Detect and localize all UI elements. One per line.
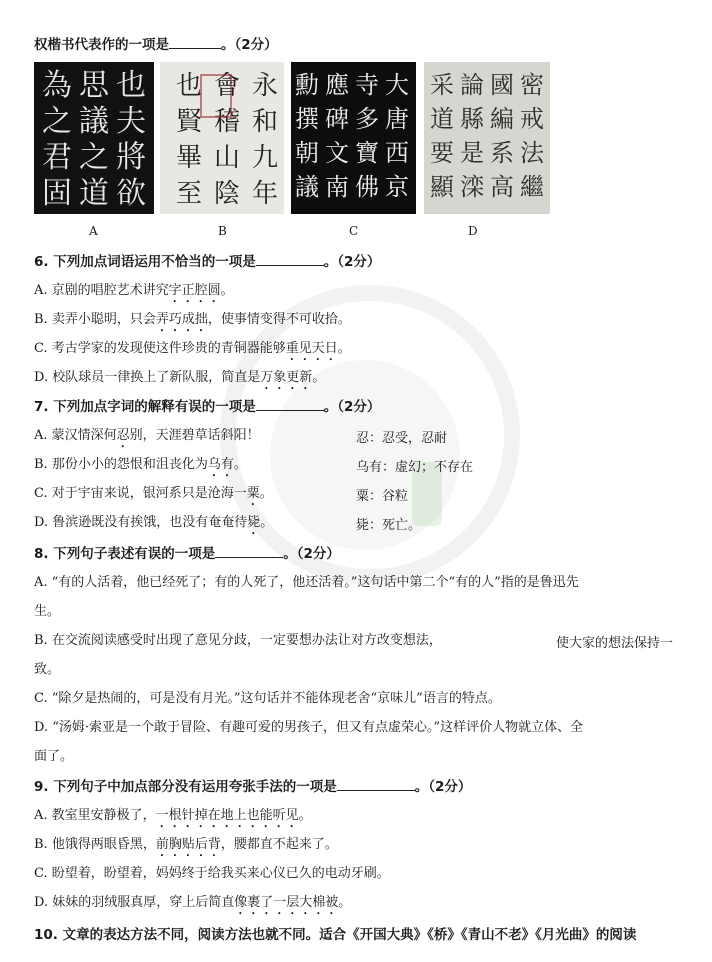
q5-stem: [34, 36, 278, 54]
q9-c-end: 。: [376, 866, 390, 881]
image-d-column-3: 論 縣 是 滦: [460, 71, 484, 201]
q6-answer-blank[interactable]: [256, 253, 324, 266]
image-d-column-2: 國 編 系 高: [490, 71, 514, 201]
q6-c-text: C. 考古学家的发现使这件珍贵的青铜器能够: [34, 341, 286, 356]
q6-c-end: 。: [337, 341, 351, 356]
q9-stem-tail: 。（2分）: [414, 779, 472, 795]
q6-option-c: [34, 340, 351, 364]
q7-b-dotted: 乌有: [207, 457, 234, 472]
q6-a-text: A. 京剧的唱腔艺术讲究: [34, 283, 169, 298]
q9-stem: [34, 778, 471, 796]
image-b-column-3: 也 賢 畢 至: [175, 71, 202, 209]
q8-answer-blank[interactable]: [215, 545, 283, 558]
q8-option-b-line2: 致。: [34, 662, 61, 677]
q9-option-c: [34, 865, 390, 889]
q5-stem-tail: 。（2分）: [221, 37, 278, 53]
q7-a-text: A. 蒙汉情深何: [34, 428, 117, 443]
q9-a-dotted: 一根针掉在地上也能听见: [155, 808, 299, 823]
q6-stem: [34, 253, 380, 271]
q9-a-end: 。: [298, 808, 312, 823]
q6-option-b: [34, 311, 351, 335]
q8-stem-tail: 。（2分）: [283, 546, 340, 562]
q8-option-b-line1-right: 使大家的想法保持一: [556, 636, 674, 651]
q9-c-text: C. 盼望着，盼望着，妈妈终于给我买来心仪已久的电动牙刷: [34, 866, 377, 881]
q6-b-dotted: 弄巧成拙: [155, 312, 208, 327]
q7-answer-blank[interactable]: [256, 398, 324, 411]
q7-b-text: B. 那份小小的怨恨和沮丧化为: [34, 457, 208, 472]
calligraphy-image-b: [160, 62, 284, 214]
q7-a-note: 忍：忍受，忍耐: [356, 431, 448, 446]
calligraphy-image-d: [424, 62, 550, 214]
image-d-column-1: 密 戒 法 繼: [520, 71, 544, 201]
q6-d-end: 。: [312, 370, 326, 385]
q7-c-dotted: 粟: [246, 486, 260, 501]
q9-a-text: A. 教室里安静极了，: [34, 808, 156, 823]
q7-stem: [34, 398, 380, 416]
caption-b: B: [218, 224, 227, 238]
image-b-column-2: 會 稽 山 陰: [213, 71, 240, 209]
q5-stem-text: 权楷书代表作的一项是: [34, 37, 169, 53]
q7-d-note: 毙：死亡。: [356, 518, 422, 533]
q7-option-d: [34, 514, 273, 538]
q8-option-a-line2: 生。: [34, 604, 61, 619]
calligraphy-image-a: [34, 62, 154, 214]
image-a-column-1: 也 夫 將 欲: [116, 68, 146, 211]
q6-a-dotted: 字正腔圆: [168, 283, 221, 298]
q6-d-dotted: 万象更新: [260, 370, 313, 385]
q9-option-a: [34, 807, 312, 831]
q9-d-text: D. 妹妹的羽绒服真厚，穿上后简直: [34, 895, 235, 910]
image-d-column-4: 采 道 要 顯: [430, 71, 454, 201]
q7-d-dotted: 毙: [247, 515, 261, 530]
q7-option-a: [34, 427, 260, 451]
q7-stem-tail: 。（2分）: [323, 399, 381, 415]
q10-stem: 10. 文章的表达方法不同，阅读方法也就不同。适合《开国大典》《桥》《青山不老》《月光曲》的阅读: [34, 927, 637, 943]
q7-b-note: 乌有：虚幻；不存在: [356, 460, 474, 475]
q9-answer-blank[interactable]: [337, 778, 415, 791]
q6-option-d: [34, 369, 325, 393]
q6-b-end: ，使事情变得不可收拾。: [207, 312, 351, 327]
q9-b-dotted: 前胸贴后背: [155, 837, 221, 852]
q9-b-text: B. 他饿得两眼昏黑，: [34, 837, 156, 852]
q7-option-b: [34, 456, 247, 480]
q9-d-end: 。: [338, 895, 352, 910]
q7-c-text: C. 对于宇宙来说，银河系只是沧海一: [34, 486, 247, 501]
q6-stem-tail: 。（2分）: [323, 254, 381, 270]
q6-c-dotted: 重见天日: [285, 341, 338, 356]
image-c-column-3: 應 碑 文 南: [325, 71, 349, 201]
q6-d-text: D. 校队球员一律换上了新队服，简直是: [34, 370, 261, 385]
calligraphy-image-c: [291, 62, 416, 214]
caption-d: D: [468, 224, 478, 238]
q7-stem-text: 7. 下列加点字词的解释有误的一项是: [34, 399, 256, 415]
caption-a: A: [89, 224, 98, 238]
image-c-column-2: 寺 多 寶 佛: [355, 71, 379, 201]
caption-c: C: [349, 224, 359, 238]
q9-stem-text: 9. 下列句子中加点部分没有运用夸张手法的一项是: [34, 779, 337, 795]
q8-option-d-line2: 面了。: [34, 749, 74, 764]
q6-a-end: 。: [220, 283, 234, 298]
q7-a-end: 别，天涯碧草话斜阳！: [129, 428, 260, 443]
q8-option-c: C. “除夕是热闹的，可是没有月光。”这句话并不能体现老舍“京味儿”语言的特点。: [34, 691, 501, 706]
image-b-column-1: 永 和 九 年: [251, 71, 278, 209]
image-c-column-4: 勳 撰 朝 議: [295, 71, 319, 201]
q9-option-b: [34, 836, 338, 860]
q6-stem-text: 6. 下列加点词语运用不恰当的一项是: [34, 254, 256, 270]
q7-option-c: [34, 485, 273, 509]
q6-b-text: B. 卖弄小聪明，只会: [34, 312, 156, 327]
q7-d-end: 。: [260, 515, 274, 530]
q9-d-dotted: 像裹了一层大棉被: [234, 895, 339, 910]
image-b-seal-stamp: [200, 74, 232, 118]
q8-option-d-line1: D. “汤姆·索亚是一个敢于冒险、有趣可爱的男孩子，但又有点虚荣心。”这样评价人物就立体、全: [34, 720, 584, 735]
q7-a-dotted: 忍: [116, 428, 130, 443]
q8-stem: [34, 545, 340, 563]
q7-b-end: 。: [233, 457, 247, 472]
q7-c-note: 粟：谷粒: [356, 489, 409, 504]
image-a-column-2: 思 議 之 道: [79, 68, 109, 211]
q7-c-end: 。: [259, 486, 273, 501]
q7-d-text: D. 鲁滨逊既没有挨饿，也没有奄奄待: [34, 515, 248, 530]
image-c-column-1: 大 唐 西 京: [385, 71, 409, 201]
q8-stem-text: 8. 下列句子表述有误的一项是: [34, 546, 216, 562]
q8-option-b-line1: B. 在交流阅读感受时出现了意见分歧，一定要想办法让对方改变想法，: [34, 633, 442, 648]
q9-b-end: ，腰都直不起来了。: [220, 837, 338, 852]
q8-option-a-line1: A. “有的人活着，他已经死了；有的人死了，他还活着。”这句话中第二个“有的人”指的是鲁迅先: [34, 575, 579, 590]
image-a-column-3: 為 之 君 固: [42, 68, 72, 211]
q6-option-a: [34, 282, 234, 306]
q5-answer-blank[interactable]: [169, 36, 221, 49]
q9-option-d: [34, 894, 351, 918]
